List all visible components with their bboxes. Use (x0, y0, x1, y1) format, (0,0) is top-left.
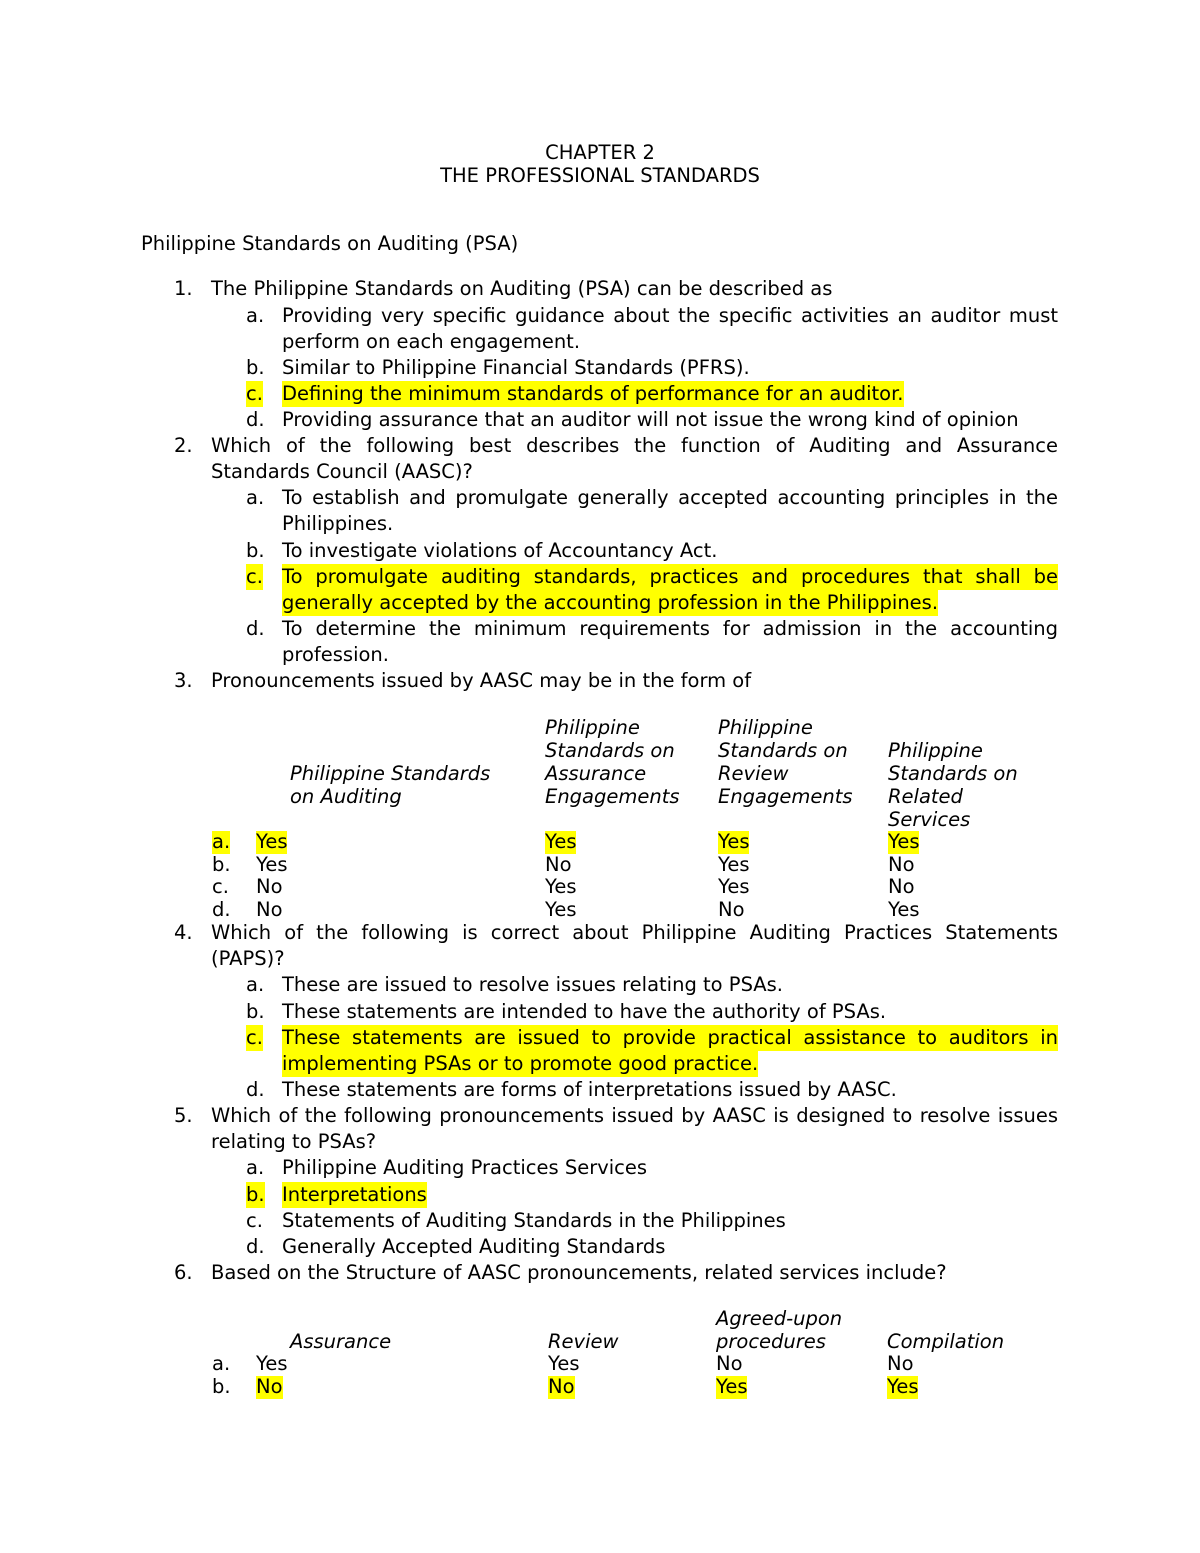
row-cell: No (888, 875, 915, 898)
option-text: To determine the minimum requirements for admission in the accounting (282, 617, 1058, 640)
question-number: 3. (174, 669, 193, 692)
header-line: procedures (716, 1330, 826, 1353)
header-line: Engagements (545, 785, 680, 808)
question-text: The Philippine Standards on Auditing (PSA) can be described as (211, 277, 833, 300)
row-letter: b. (212, 853, 231, 876)
row-cell: Yes (888, 830, 920, 853)
option-text: To investigate violations of Accountancy Act. (282, 539, 718, 562)
option-text-cont: profession. (282, 643, 389, 666)
header-line: Standards on (718, 739, 848, 762)
header-line: Engagements (718, 785, 853, 808)
chapter-title: THE PROFESSIONAL STANDARDS (440, 164, 760, 187)
row-letter: c. (212, 875, 229, 898)
option-text-cont: Philippines. (282, 512, 394, 535)
question-text: Which of the following pronouncements issued by AASC is designed to resolve issues (211, 1104, 1058, 1127)
row-cell: No (887, 1352, 914, 1375)
chapter-label: CHAPTER 2 (545, 141, 655, 164)
option-text-answer-cont: implementing PSAs or to promote good practice. (282, 1052, 759, 1075)
header-line: Review (718, 762, 789, 785)
option-letter: a. (246, 486, 265, 509)
header-line: on Auditing (290, 785, 402, 808)
table-header-review: Review (548, 1330, 619, 1353)
option-letter: a. (246, 1156, 265, 1179)
header-line: Assurance (545, 762, 647, 785)
header-line: Agreed-upon (716, 1307, 843, 1330)
question-number: 2. (174, 434, 193, 457)
question-text: Pronouncements issued by AASC may be in the form of (211, 669, 752, 692)
option-text-answer: Interpretations (282, 1183, 427, 1206)
option-letter: a. (246, 973, 265, 996)
option-text: These statements are intended to have the authority of PSAs. (282, 1000, 887, 1023)
option-letter: d. (246, 1078, 265, 1101)
row-cell: No (716, 1352, 743, 1375)
option-text: Generally Accepted Auditing Standards (282, 1235, 666, 1258)
question-number: 1. (174, 277, 193, 300)
header-line: Philippine Standards (290, 762, 491, 785)
row-letter: b. (212, 1375, 231, 1398)
table-header-compilation: Compilation (887, 1330, 1005, 1353)
header-line: Standards on (888, 762, 1018, 785)
option-text: To establish and promulgate generally accepted accounting principles in the (282, 486, 1058, 509)
row-cell: Yes (888, 898, 920, 921)
row-cell: Yes (887, 1375, 919, 1398)
option-text-answer: These statements are issued to provide practical assistance to auditors in (282, 1026, 1058, 1049)
option-text: These statements are forms of interpretations issued by AASC. (282, 1078, 897, 1101)
question-number: 4. (174, 921, 193, 944)
header-line: Services (888, 808, 971, 831)
row-cell: Yes (256, 830, 288, 853)
option-text: These are issued to resolve issues relating to PSAs. (282, 973, 784, 996)
option-text: Similar to Philippine Financial Standards (PFRS). (282, 356, 750, 379)
header-line: Philippine (888, 739, 983, 762)
option-letter-answer: b. (246, 1183, 265, 1206)
option-letter: d. (246, 408, 265, 431)
question-number: 5. (174, 1104, 193, 1127)
option-text-answer: To promulgate auditing standards, practices and procedures that shall be (282, 565, 1058, 588)
option-text-cont: perform on each engagement. (282, 330, 581, 353)
option-letter-answer: c. (246, 565, 263, 588)
option-letter-answer: c. (246, 1026, 263, 1049)
section-title: Philippine Standards on Auditing (PSA) (141, 232, 519, 255)
row-letter: d. (212, 898, 231, 921)
option-letter: b. (246, 1000, 265, 1023)
row-cell: No (888, 853, 915, 876)
option-letter: c. (246, 1209, 263, 1232)
option-text: Statements of Auditing Standards in the Philippines (282, 1209, 786, 1232)
row-cell: Yes (545, 875, 577, 898)
row-cell: No (545, 853, 572, 876)
row-cell: Yes (718, 853, 750, 876)
option-text-answer: Defining the minimum standards of performance for an auditor. (282, 382, 904, 405)
option-letter: a. (246, 304, 265, 327)
row-cell: No (256, 1375, 283, 1398)
option-text: Providing assurance that an auditor will not issue the wrong kind of opinion (282, 408, 1019, 431)
row-cell: Yes (545, 830, 577, 853)
question-number: 6. (174, 1261, 193, 1284)
row-cell: Yes (256, 853, 288, 876)
question-text-cont: Standards Council (AASC)? (211, 460, 473, 483)
question-text: Based on the Structure of AASC pronouncements, related services include? (211, 1261, 947, 1284)
table-header-assurance: Assurance (290, 1330, 392, 1353)
option-letter-answer: c. (246, 382, 263, 405)
row-cell: No (256, 898, 283, 921)
header-line: Related (888, 785, 963, 808)
option-letter: b. (246, 356, 265, 379)
row-cell: Yes (256, 1352, 288, 1375)
option-text: Providing very specific guidance about the specific activities an auditor must (282, 304, 1058, 327)
row-cell: Yes (548, 1352, 580, 1375)
question-text: Which of the following is correct about Philippine Auditing Practices Statements (211, 921, 1058, 944)
header-line: Philippine (718, 716, 813, 739)
header-line: Standards on (545, 739, 675, 762)
row-cell: No (718, 898, 745, 921)
row-cell: No (256, 875, 283, 898)
option-text-answer-cont: generally accepted by the accounting profession in the Philippines. (282, 591, 939, 614)
row-cell: No (548, 1375, 575, 1398)
row-cell: Yes (545, 898, 577, 921)
option-letter: d. (246, 617, 265, 640)
question-text-cont: relating to PSAs? (211, 1130, 377, 1153)
row-letter: a. (212, 1352, 231, 1375)
header-line: Philippine (545, 716, 640, 739)
option-letter: b. (246, 539, 265, 562)
row-cell: Yes (718, 875, 750, 898)
option-text: Philippine Auditing Practices Services (282, 1156, 648, 1179)
question-text: Which of the following best describes the function of Auditing and Assurance (211, 434, 1058, 457)
option-letter: d. (246, 1235, 265, 1258)
row-letter: a. (212, 830, 231, 853)
row-cell: Yes (716, 1375, 748, 1398)
row-cell: Yes (718, 830, 750, 853)
question-text-cont: (PAPS)? (211, 947, 285, 970)
